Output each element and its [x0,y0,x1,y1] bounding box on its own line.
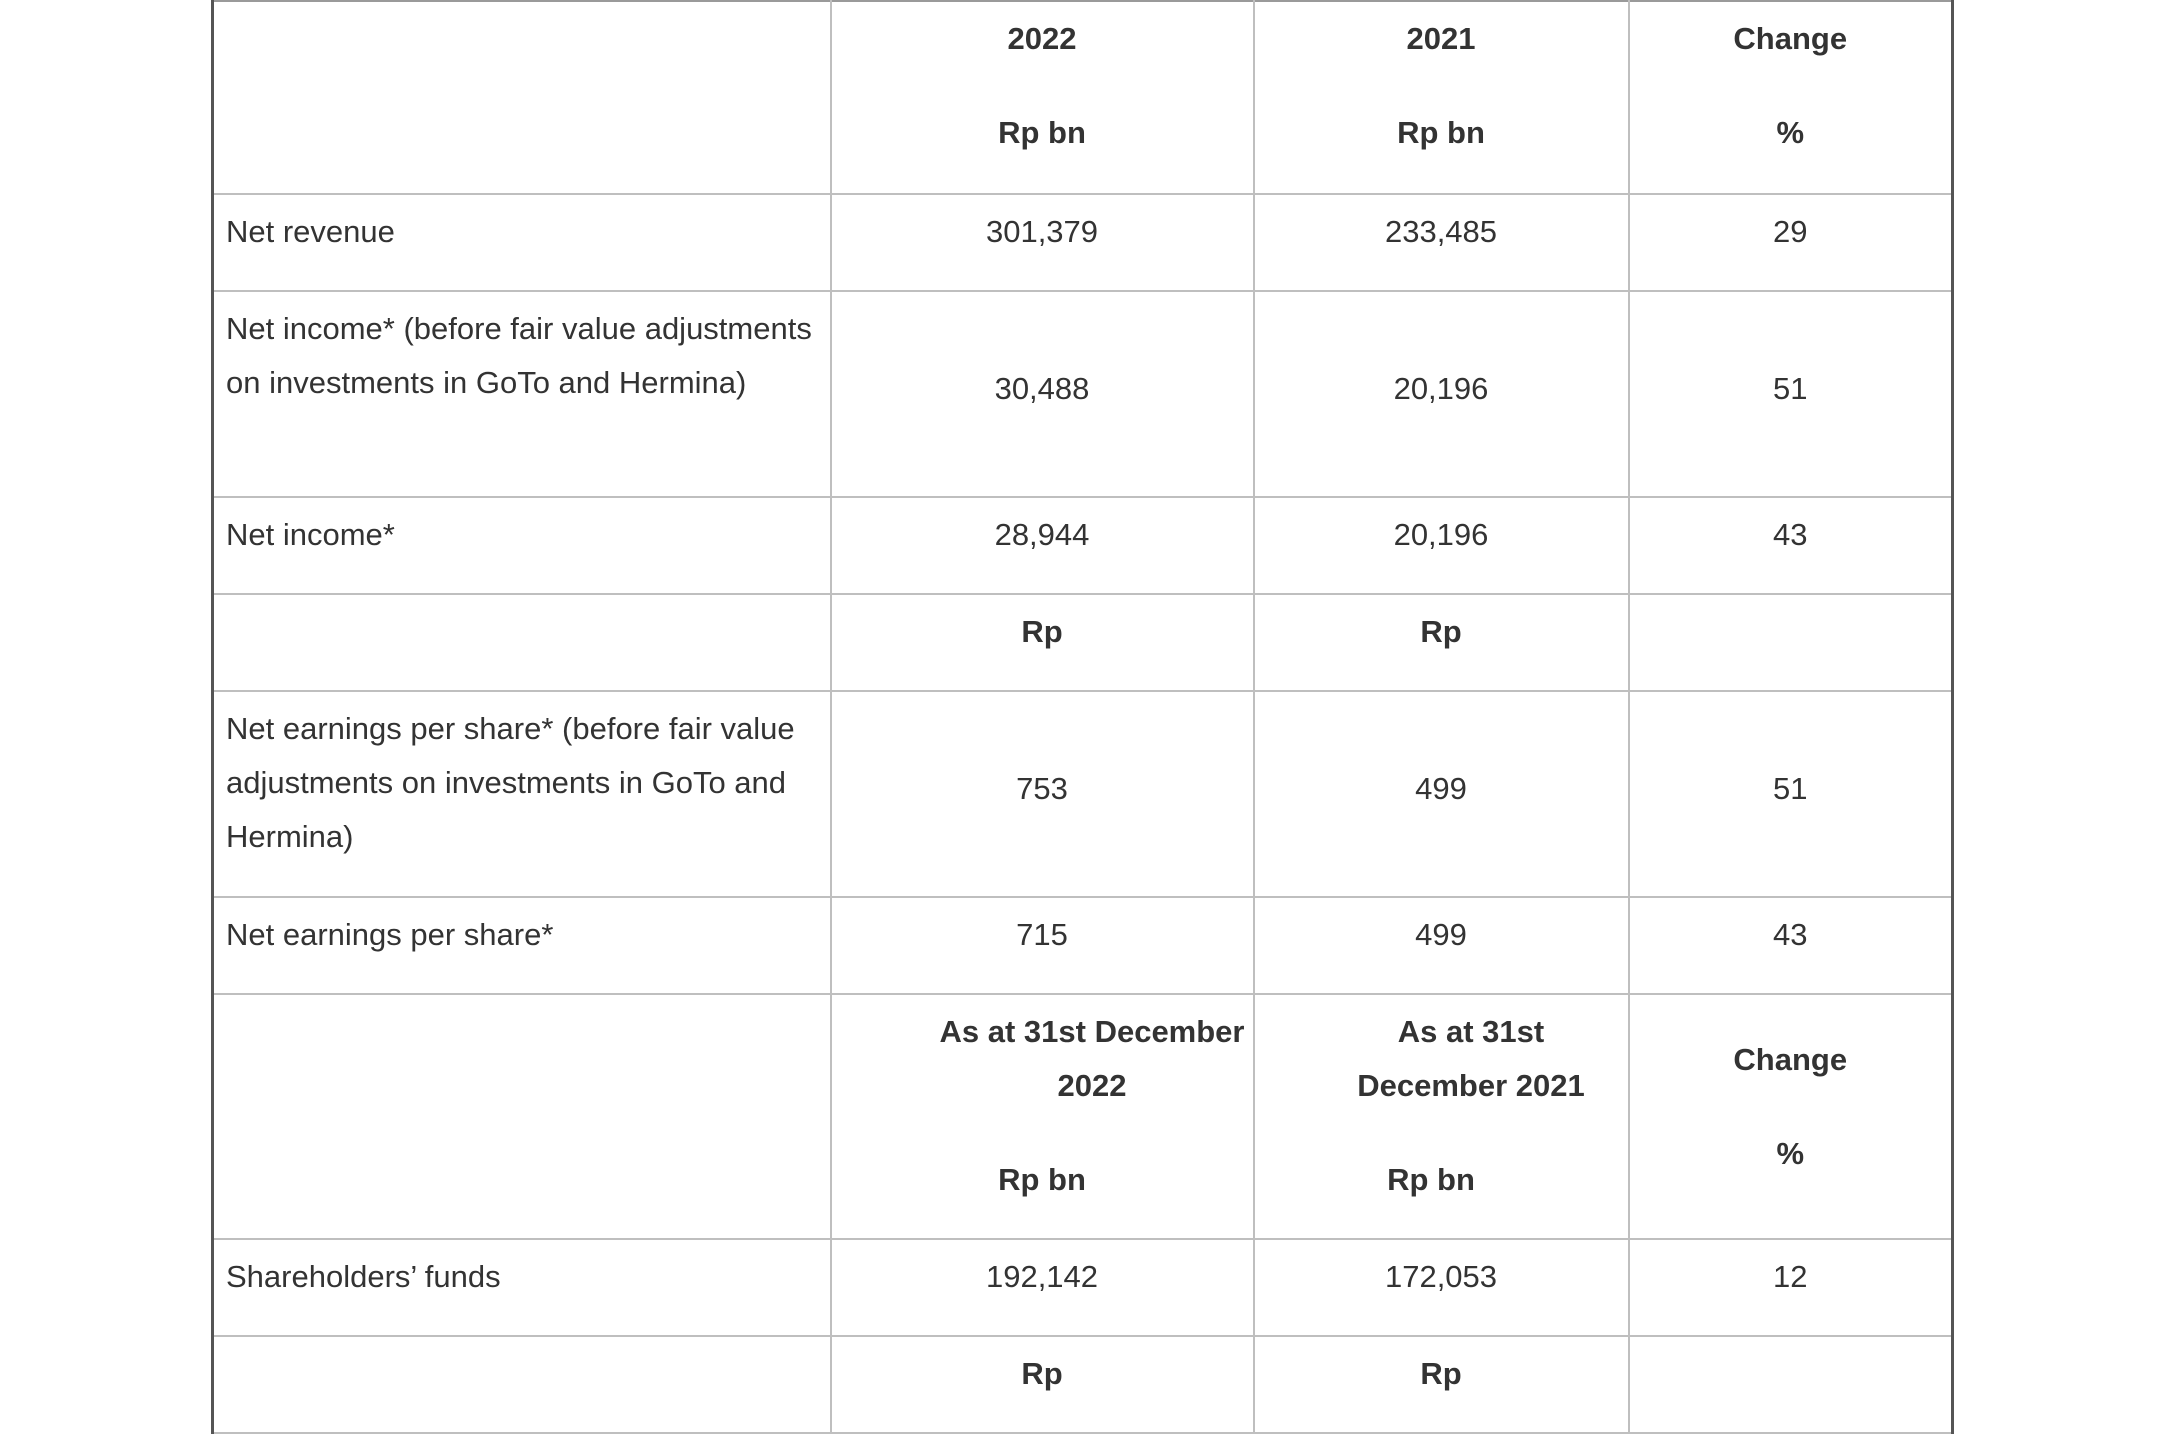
value-2021: 20,196 [1254,291,1629,497]
header-year-2022: 2022 [1007,21,1077,56]
row-label: Shareholders’ funds [213,1239,831,1336]
table-row [213,1239,1953,1336]
unit-2022: Rp [831,594,1254,691]
row-label: Net earnings per share* (before fair value adjustments on investments in GoTo and Hermina) [213,691,831,897]
unit-2021: Rp [1254,1336,1629,1433]
header-as-at-2021 [1254,994,1629,1239]
value-2021: 233,485 [1254,194,1629,291]
header-change-2 [1629,994,1953,1239]
header-unit-2022: Rp bn [998,115,1086,150]
row-label: Net income* [213,497,831,594]
header-as-at-2021-unit: Rp bn [1387,1162,1475,1197]
header-unit-2021: Rp bn [1397,115,1485,150]
unit-2022: Rp [831,1336,1254,1433]
header-as-at-2022-line2: 2022 [1057,1068,1127,1103]
header-change-label: Change [1733,21,1848,56]
value-2022: 301,379 [831,194,1254,291]
value-2021: 499 [1254,897,1629,994]
header-year-2021: 2021 [1406,21,1476,56]
header-as-at-2022 [831,994,1254,1239]
header-as-at-2022-line1: As at 31st December [939,1014,1245,1049]
header-as-at-2021-line1: As at 31st [1397,1014,1545,1049]
header-empty-cell [213,994,831,1239]
table-row [213,497,1953,594]
value-2021: 172,053 [1254,1239,1629,1336]
table-row [213,897,1953,994]
header-row-balance [213,994,1953,1239]
unit-empty-cell [213,594,831,691]
financial-highlights-table [211,0,1954,1434]
table-row [213,194,1953,291]
value-2022: 28,944 [831,497,1254,594]
unit-row [213,594,1953,691]
header-2021 [1254,1,1629,194]
value-change: 51 [1629,691,1953,897]
header-change [1629,1,1953,194]
row-label: Net earnings per share* [213,897,831,994]
header-change-unit: % [1776,115,1805,150]
value-change: 12 [1629,1239,1953,1336]
row-label: Net revenue [213,194,831,291]
unit-2021: Rp [1254,594,1629,691]
header-2022 [831,1,1254,194]
value-2021: 499 [1254,691,1629,897]
header-as-at-2021-line2: December 2021 [1357,1068,1585,1103]
header-row-years [213,1,1953,194]
header-empty-cell [213,1,831,194]
unit-change-empty [1629,1336,1953,1433]
unit-change-empty [1629,594,1953,691]
header-change-2-label: Change [1733,1042,1848,1077]
row-label: Net income* (before fair value adjustments on investments in GoTo and Hermina) [213,291,831,497]
value-change: 43 [1629,497,1953,594]
value-2021: 20,196 [1254,497,1629,594]
value-2022: 30,488 [831,291,1254,497]
value-change: 29 [1629,194,1953,291]
value-change: 43 [1629,897,1953,994]
value-2022: 715 [831,897,1254,994]
header-change-2-unit: % [1776,1136,1805,1171]
value-change: 51 [1629,291,1953,497]
table-row [213,291,1953,497]
unit-empty-cell [213,1336,831,1433]
table-row [213,691,1953,897]
value-2022: 753 [831,691,1254,897]
value-2022: 192,142 [831,1239,1254,1336]
header-as-at-2022-unit: Rp bn [998,1162,1086,1197]
unit-row [213,1336,1953,1433]
